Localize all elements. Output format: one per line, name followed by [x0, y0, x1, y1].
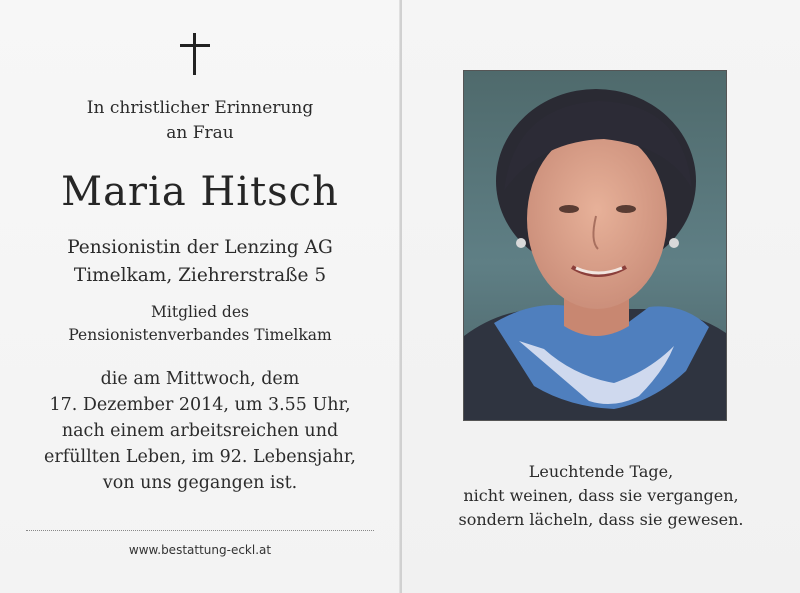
quote-line: sondern lächeln, dass sie gewesen.: [458, 510, 744, 529]
deceased-name: Maria Hitsch: [61, 169, 339, 215]
membership-line-2: Pensionistenverbandes Timelkam: [68, 326, 332, 344]
website-link[interactable]: www.bestattung-eckl.at: [128, 543, 272, 557]
membership-text: [0, 301, 400, 347]
dotted-divider: [26, 530, 374, 531]
notice-line: nach einem arbeitsreichen und: [61, 421, 339, 441]
membership-line-1: Mitglied des: [151, 303, 249, 321]
quote-line: Leuchtende Tage,: [528, 462, 674, 481]
notice-line: die am Mittwoch, dem: [100, 369, 300, 389]
intro-line-2: an Frau: [166, 123, 234, 143]
address-line: Timelkam, Ziehrerstraße 5: [73, 265, 327, 286]
notice-line: erfüllten Leben, im 92. Lebensjahr,: [44, 447, 356, 467]
cross-icon: [180, 33, 210, 75]
death-notice: [0, 366, 400, 496]
notice-line: 17. Dezember 2014, um 3.55 Uhr,: [49, 395, 351, 415]
portrait-photo: [463, 70, 727, 421]
intro-text: [0, 96, 400, 146]
intro-line-1: In christlicher Erinnerung: [86, 98, 314, 118]
notice-line: von uns gegangen ist.: [102, 473, 298, 493]
profession-line: Pensionistin der Lenzing AG: [67, 237, 333, 258]
profession-address: [0, 234, 400, 290]
memorial-quote: [402, 460, 800, 532]
quote-line: nicht weinen, dass sie vergangen,: [463, 486, 739, 505]
